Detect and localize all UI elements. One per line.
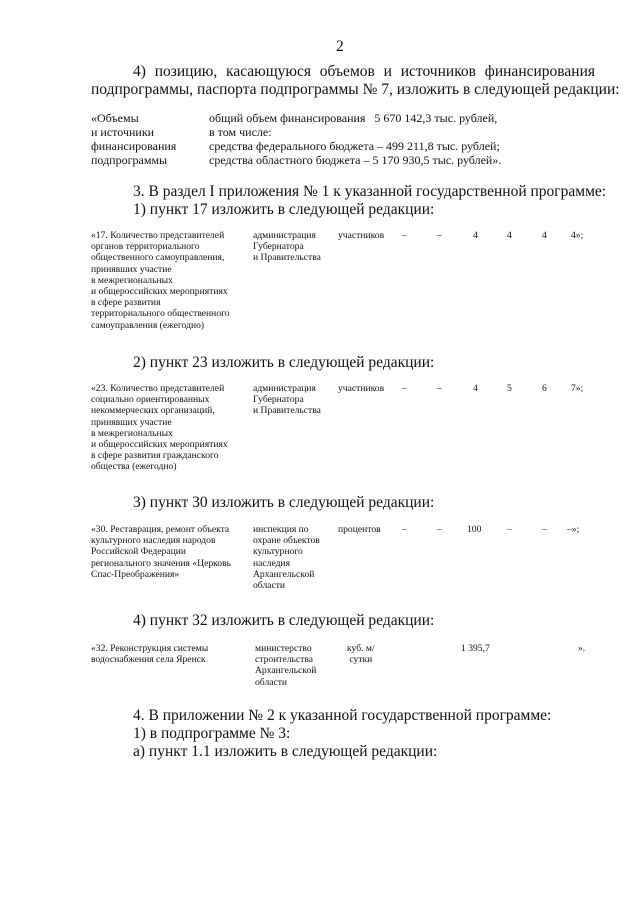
row32-unit: куб. м/ сутки bbox=[347, 643, 375, 666]
row17-value: 4 bbox=[507, 230, 512, 241]
passport-value-line: общий объем финансирования 5 670 142,3 тыс. рублей, bbox=[209, 111, 498, 125]
row30-value: – bbox=[437, 524, 442, 535]
row17-org: администрация Губернатора и Правительства bbox=[253, 230, 321, 264]
passport-label-line: «Объемы bbox=[91, 111, 139, 125]
passport-label-line: подпрограммы bbox=[91, 153, 168, 167]
passport-value-line: средства областного бюджета – 5 170 930,5 тыс. рублей». bbox=[209, 153, 502, 167]
section3-item2: 2) пункт 23 изложить в следующей редакции: bbox=[133, 354, 435, 371]
row23-unit: участников bbox=[338, 383, 385, 394]
section4-item-a: а) пункт 1.1 изложить в следующей редакции: bbox=[133, 743, 438, 760]
section3-item4: 4) пункт 32 изложить в следующей редакции: bbox=[133, 612, 435, 629]
row23-value: 7»; bbox=[571, 383, 584, 394]
row23-name: «23. Количество представителей социально ориентированных некоммерческих организаций, принявших участие в межрегиональных и общероссийских мероприятиях в сфере развития гражданского общества (ежегодно) bbox=[91, 383, 228, 473]
row17-value: – bbox=[437, 230, 442, 241]
item4-heading-line2: подпрограммы, паспорта подпрограммы № 7, изложить в следующей редакции: bbox=[91, 81, 620, 98]
row30-name: «30. Реставрация, ремонт объекта культурного наследия народов Российской Федерации регионального значения «Церковь Спас-Преображения» bbox=[91, 524, 231, 580]
item4-heading-line1: 4) позицию, касающуюся объемов и источников финансирования bbox=[133, 63, 595, 80]
section4-item1: 1) в подпрограмме № 3: bbox=[133, 725, 291, 742]
row17-name: «17. Количество представителей органов территориального общественного самоуправления, принявших участие в межрегиональных и общероссийских мероприятиях в сфере развития территориального общественного самоуправления (ежегодно) bbox=[91, 230, 230, 331]
row32-org: министерство строительства Архангельской области bbox=[255, 643, 317, 688]
row23-org: администрация Губернатора и Правительства bbox=[253, 383, 321, 417]
row30-value: – bbox=[402, 524, 407, 535]
page-number: 2 bbox=[336, 38, 344, 55]
row30-value: – bbox=[542, 524, 547, 535]
section3-item1: 1) пункт 17 изложить в следующей редакции: bbox=[133, 201, 435, 218]
row17-unit: участников bbox=[338, 230, 385, 241]
row30-value: 100 bbox=[467, 524, 482, 535]
section4-title: 4. В приложении № 2 к указанной государственной программе: bbox=[133, 707, 552, 724]
passport-value-line: в том числе: bbox=[209, 125, 272, 139]
row23-value: – bbox=[437, 383, 442, 394]
row17-value: 4 bbox=[542, 230, 547, 241]
row17-value: – bbox=[402, 230, 407, 241]
row23-value: 4 bbox=[473, 383, 478, 394]
row30-org: инспекция по охране объектов культурного наследия Архангельской области bbox=[253, 524, 320, 592]
row32-value: 1 395,7 bbox=[461, 643, 490, 654]
row17-value: 4»; bbox=[571, 230, 584, 241]
row17-value: 4 bbox=[473, 230, 478, 241]
row32-name: «32. Реконструкция системы водоснабжения села Яренск bbox=[91, 643, 209, 666]
passport-label-line: финансирования bbox=[91, 139, 177, 153]
section3-title: 3. В раздел I приложения № 1 к указанной государственной программе: bbox=[133, 183, 607, 200]
passport-label-line: и источники bbox=[91, 125, 155, 139]
row23-value: – bbox=[402, 383, 407, 394]
row32-end: ». bbox=[578, 643, 586, 654]
row30-value: – bbox=[507, 524, 512, 535]
row30-unit: процентов bbox=[338, 524, 381, 535]
section3-item3: 3) пункт 30 изложить в следующей редакции: bbox=[133, 494, 435, 511]
passport-value-line: средства федерального бюджета – 499 211,8 тыс. рублей; bbox=[209, 139, 500, 153]
row23-value: 5 bbox=[507, 383, 512, 394]
row30-value: –»; bbox=[567, 524, 580, 535]
row23-value: 6 bbox=[542, 383, 547, 394]
